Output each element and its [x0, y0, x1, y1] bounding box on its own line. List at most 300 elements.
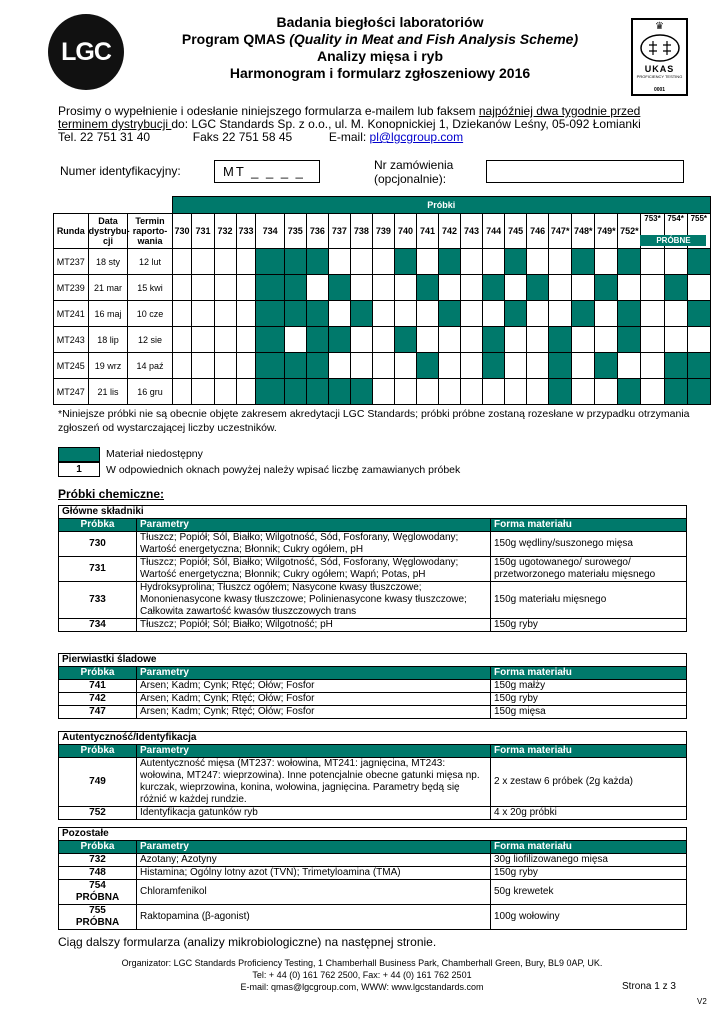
chem-section-table	[58, 731, 687, 820]
sample-code: 731	[89, 563, 106, 574]
cell-order-input[interactable]	[372, 249, 394, 275]
cell-order-input[interactable]	[350, 275, 372, 301]
sample-code: 747	[89, 706, 106, 717]
cell-order-input[interactable]	[461, 249, 483, 275]
legend-qty-text: W odpowiednich oknach powyżej należy wpisać liczbę zamawianych próbek	[106, 464, 461, 476]
sample-col-746: 746	[527, 214, 549, 249]
cell-order-input[interactable]	[527, 327, 549, 353]
cell-order-input[interactable]	[505, 327, 527, 353]
probki-header: Próbki	[172, 197, 710, 214]
cell-order-input[interactable]	[172, 379, 192, 405]
chem-col-params: Parametry	[137, 519, 491, 532]
cell-unavailable	[284, 379, 306, 405]
cell-order-input[interactable]	[664, 249, 687, 275]
chem-section-title-row	[59, 732, 687, 745]
cell-order-input[interactable]	[664, 327, 687, 353]
chem-header-row	[59, 745, 687, 758]
cell-unavailable	[687, 379, 710, 405]
cell-unavailable	[256, 249, 284, 275]
cell-order-input[interactable]	[595, 249, 618, 275]
chem-row	[59, 706, 687, 719]
cell-unavailable	[618, 249, 641, 275]
cell-unavailable	[416, 353, 438, 379]
chem-section-title: Główne składniki	[59, 506, 687, 519]
cell-order-input[interactable]	[641, 249, 664, 275]
schedule-row	[54, 249, 711, 275]
intro-email-link[interactable]: pl@lgcgroup.com	[369, 130, 464, 144]
sample-code: 741	[89, 680, 106, 691]
legend-qty-example: 1	[58, 462, 100, 477]
sample-code: 742	[89, 693, 106, 704]
col-termin: Termin raporto-wania	[128, 214, 172, 249]
cell-order-input[interactable]	[505, 275, 527, 301]
cell-order-input[interactable]	[439, 275, 461, 301]
cell-unavailable	[394, 249, 416, 275]
schedule-row	[54, 327, 711, 353]
cell-order-input[interactable]	[172, 249, 192, 275]
chem-material-form: 150g mięsa	[491, 706, 687, 719]
lgc-logo: LGC	[48, 14, 124, 90]
chem-sample-code	[59, 905, 137, 930]
sample-col-752: 752*	[618, 214, 641, 249]
page-number: Strona 1 z 3	[622, 981, 676, 992]
cell-order-input[interactable]	[236, 353, 256, 379]
cell-unavailable	[595, 353, 618, 379]
sample-col-731: 731	[192, 214, 214, 249]
cell-order-input[interactable]	[483, 379, 505, 405]
cell-unavailable	[618, 379, 641, 405]
chem-col-form: Forma materiału	[491, 519, 687, 532]
cell-order-input[interactable]	[394, 275, 416, 301]
cell-order-input[interactable]	[192, 249, 214, 275]
sample-col-744: 744	[483, 214, 505, 249]
cell-order-input[interactable]	[572, 379, 595, 405]
schedule-row	[54, 353, 711, 379]
sample-code: 734	[89, 619, 106, 630]
cell-order-input[interactable]	[192, 379, 214, 405]
chem-material-form: 4 x 20g próbki	[491, 807, 687, 820]
cell-order-input[interactable]	[505, 379, 527, 405]
cell-order-input[interactable]	[416, 379, 438, 405]
chem-parameters: Arsen; Kadm; Cynk; Rtęć; Ołów; Fosfor	[137, 706, 491, 719]
chem-parameters: Tłuszcz; Popiół; Sól, Białko; Wilgotność, Sód, Fosforany, Węglowodany; Wartość energetyczna; Błonnik; Cukry ogółem; Wapń; Potas, pH	[137, 557, 491, 582]
chem-parameters: Raktopamina (β-agonist)	[137, 905, 491, 930]
row-report-deadline: 16 gru	[128, 379, 172, 405]
chem-row	[59, 693, 687, 706]
cell-order-input[interactable]	[328, 301, 350, 327]
footnote: *Niniejsze próbki nie są obecnie objęte zakresem akredytacji LGC Standards; próbki próbne zostaną rozesłane w przypadku otrzymania zgłoszeń od wystarczającej liczby uczestników.	[58, 408, 690, 434]
sample-col-732: 732	[214, 214, 236, 249]
chem-sample-code	[59, 619, 137, 632]
cell-order-input[interactable]	[549, 275, 572, 301]
chem-col-form: Forma materiału	[491, 841, 687, 854]
chem-parameters: Hydroksyprolina; Tłuszcz ogółem; Nasycone kwasy tłuszczowe; Mononienasycone kwasy tłuszczowe; Polinienasycone kwasy tłuszczowe; Całkowita zawartość kwasów tłuszczowych trans	[137, 582, 491, 619]
continue-text: Ciąg dalszy formularza (analizy mikrobiologiczne) na następnej stronie.	[58, 935, 437, 949]
chem-material-form: 100g wołowiny	[491, 905, 687, 930]
chem-parameters: Histamina; Ogólny lotny azot (TVN); Trimetyloamina (TMA)	[137, 867, 491, 880]
sample-code: 752	[89, 807, 106, 818]
chem-sample-code	[59, 854, 137, 867]
cell-unavailable	[394, 327, 416, 353]
crown-icon: ♛	[655, 21, 664, 32]
cell-unavailable	[572, 301, 595, 327]
chem-parameters: Arsen; Kadm; Cynk; Rtęć; Ołów; Fosfor	[137, 680, 491, 693]
row-runda: MT239	[54, 275, 89, 301]
cell-order-input[interactable]	[416, 327, 438, 353]
intro-deadline-b: terminem dystrybucji	[58, 117, 172, 131]
cell-order-input[interactable]	[350, 327, 372, 353]
cell-unavailable	[505, 249, 527, 275]
cell-order-input[interactable]	[483, 301, 505, 327]
chem-section-title-row	[59, 654, 687, 667]
title-line-4: Harmonogram i formularz zgłoszeniowy 2016	[229, 65, 531, 81]
sample-code: 730	[89, 538, 106, 549]
chem-sample-code	[59, 867, 137, 880]
cell-order-input[interactable]	[284, 327, 306, 353]
cell-unavailable	[664, 353, 687, 379]
cell-order-input[interactable]	[595, 301, 618, 327]
order-label-2: (opcjonalnie):	[374, 172, 447, 186]
cell-unavailable	[328, 275, 350, 301]
chem-row	[59, 867, 687, 880]
cell-order-input[interactable]	[641, 301, 664, 327]
chem-material-form: 150g małży	[491, 680, 687, 693]
cell-order-input[interactable]	[394, 353, 416, 379]
cell-order-input[interactable]	[505, 353, 527, 379]
cell-order-input[interactable]	[236, 327, 256, 353]
cell-unavailable	[618, 327, 641, 353]
row-report-deadline: 10 cze	[128, 301, 172, 327]
chem-section-table	[58, 827, 687, 930]
chem-sample-code	[59, 557, 137, 582]
cell-unavailable	[328, 379, 350, 405]
cell-order-input[interactable]	[214, 379, 236, 405]
cell-order-input[interactable]	[172, 353, 192, 379]
chem-col-sample: Próbka	[59, 519, 137, 532]
sample-col-738: 738	[350, 214, 372, 249]
chem-sample-code	[59, 706, 137, 719]
cell-order-input[interactable]	[306, 275, 328, 301]
cell-order-input[interactable]	[328, 353, 350, 379]
chem-col-sample: Próbka	[59, 745, 137, 758]
schedule-row	[54, 275, 711, 301]
chem-section-title-row	[59, 828, 687, 841]
cell-order-input[interactable]	[461, 301, 483, 327]
chem-section-title: Pierwiastki śladowe	[59, 654, 687, 667]
cell-unavailable	[687, 353, 710, 379]
cell-order-input[interactable]	[439, 379, 461, 405]
schedule-table	[53, 196, 711, 405]
sample-col-739: 739	[372, 214, 394, 249]
chem-material-form: 2 x zestaw 6 próbek (2g każda)	[491, 758, 687, 807]
cell-order-input[interactable]	[192, 275, 214, 301]
chem-row	[59, 532, 687, 557]
cell-order-input[interactable]	[372, 275, 394, 301]
cell-order-input[interactable]	[527, 301, 549, 327]
cell-order-input[interactable]	[572, 327, 595, 353]
cell-order-input[interactable]	[595, 379, 618, 405]
cell-order-input[interactable]	[687, 275, 710, 301]
sample-col-label: 755*	[690, 214, 708, 223]
cell-order-input[interactable]	[595, 327, 618, 353]
cell-order-input[interactable]	[416, 249, 438, 275]
cell-unavailable	[687, 249, 710, 275]
chem-material-form: 150g materiału mięsnego	[491, 582, 687, 619]
cell-unavailable	[256, 301, 284, 327]
chem-sample-code	[59, 532, 137, 557]
chem-row	[59, 619, 687, 632]
cell-order-input[interactable]	[572, 275, 595, 301]
chem-sample-code	[59, 680, 137, 693]
chem-material-form: 150g wędliny/suszonego mięsa	[491, 532, 687, 557]
id-number-field[interactable]: MT _ _ _ _	[214, 160, 320, 183]
cell-order-input[interactable]	[483, 249, 505, 275]
cell-order-input[interactable]	[192, 327, 214, 353]
sample-col-736: 736	[306, 214, 328, 249]
cell-order-input[interactable]	[214, 327, 236, 353]
cell-order-input[interactable]	[172, 327, 192, 353]
page-title	[140, 14, 620, 82]
cell-order-input[interactable]	[372, 353, 394, 379]
row-distribution-date: 21 mar	[88, 275, 128, 301]
sample-code: 749	[89, 776, 106, 787]
cell-unavailable	[284, 249, 306, 275]
chem-sample-code	[59, 758, 137, 807]
cell-unavailable	[483, 327, 505, 353]
chem-parameters: Autentyczność mięsa (MT237: wołowina, MT241: jagnięcina, MT243: wołowina, MT247: wieprzowina). Inne potencjalnie obecne gatunki mięsa np. kurczak, wieprzowina, konina, wołowina, jagnięcina. Parametry będą się różnić w każdej rundzie.	[137, 758, 491, 807]
cell-unavailable	[483, 353, 505, 379]
cell-order-input[interactable]	[641, 353, 664, 379]
sample-code: 732	[89, 854, 106, 865]
cell-order-input[interactable]	[236, 301, 256, 327]
cell-unavailable	[664, 379, 687, 405]
row-runda: MT245	[54, 353, 89, 379]
cell-order-input[interactable]	[687, 327, 710, 353]
chem-material-form: 50g krewetek	[491, 880, 687, 905]
row-distribution-date: 19 wrz	[88, 353, 128, 379]
chem-col-params: Parametry	[137, 745, 491, 758]
cell-order-input[interactable]	[641, 327, 664, 353]
cell-unavailable	[439, 249, 461, 275]
sample-code: 754	[89, 880, 106, 891]
schedule-row	[54, 301, 711, 327]
row-runda: MT237	[54, 249, 89, 275]
cell-order-input[interactable]	[572, 353, 595, 379]
intro-text	[58, 105, 678, 144]
cell-order-input[interactable]	[214, 301, 236, 327]
row-report-deadline: 15 kwi	[128, 275, 172, 301]
sample-col-742: 742	[439, 214, 461, 249]
cell-order-input[interactable]	[527, 353, 549, 379]
cell-unavailable	[306, 327, 328, 353]
chem-row	[59, 905, 687, 930]
cell-order-input[interactable]	[372, 327, 394, 353]
cell-unavailable	[256, 379, 284, 405]
cell-unavailable	[549, 379, 572, 405]
cell-unavailable	[618, 301, 641, 327]
cell-unavailable	[256, 275, 284, 301]
cell-order-input[interactable]	[394, 301, 416, 327]
chem-header-row	[59, 841, 687, 854]
cell-unavailable	[595, 275, 618, 301]
chem-col-form: Forma materiału	[491, 667, 687, 680]
cell-order-input[interactable]	[236, 249, 256, 275]
cell-order-input[interactable]	[527, 379, 549, 405]
chem-row	[59, 582, 687, 619]
cell-order-input[interactable]	[664, 301, 687, 327]
cell-order-input[interactable]	[641, 379, 664, 405]
row-runda: MT247	[54, 379, 89, 405]
sample-col-740: 740	[394, 214, 416, 249]
legend-unavailable-swatch	[58, 447, 100, 462]
chem-row	[59, 854, 687, 867]
cell-order-input[interactable]	[350, 353, 372, 379]
cell-order-input[interactable]	[416, 301, 438, 327]
cell-order-input[interactable]	[172, 275, 192, 301]
sample-col-748: 748*	[572, 214, 595, 249]
chem-col-params: Parametry	[137, 667, 491, 680]
cell-order-input[interactable]	[214, 353, 236, 379]
chem-col-params: Parametry	[137, 841, 491, 854]
title-program: Program QMAS	[181, 31, 290, 47]
chem-parameters: Arsen; Kadm; Cynk; Rtęć; Ołów; Fosfor	[137, 693, 491, 706]
cell-order-input[interactable]	[350, 249, 372, 275]
sample-col-730: 730	[172, 214, 192, 249]
ukas-number: 0001	[653, 87, 666, 93]
chem-section-table	[58, 505, 687, 632]
intro-address: do: LGC Standards Sp. z o.o., ul. M. Konopnickiej 1, Dziekanów Leśny, 05-092 Łomianki	[171, 117, 641, 131]
sample-col-733: 733	[236, 214, 256, 249]
order-number-field[interactable]	[486, 160, 684, 183]
row-distribution-date: 18 lip	[88, 327, 128, 353]
cell-order-input[interactable]	[328, 249, 350, 275]
row-distribution-date: 16 maj	[88, 301, 128, 327]
row-distribution-date: 21 lis	[88, 379, 128, 405]
legend-unavailable-text: Materiał niedostępny	[106, 448, 203, 460]
cell-order-input[interactable]	[461, 275, 483, 301]
cell-unavailable	[439, 301, 461, 327]
cell-unavailable	[328, 327, 350, 353]
chem-parameters: Tłuszcz; Popiół; Sól, Białko; Wilgotność, Sód, Fosforany, Węglowodany; Wartość energetyczna; Błonnik; Cukry ogółem, pH	[137, 532, 491, 557]
chem-samples-title: Próbki chemiczne:	[58, 487, 165, 501]
intro-fax: Faks 22 751 58 45	[192, 130, 293, 144]
intro-tel: Tel. 22 751 31 40	[58, 130, 151, 144]
cell-order-input[interactable]	[172, 301, 192, 327]
row-runda: MT243	[54, 327, 89, 353]
sample-trial-label: PRÓBNA	[75, 917, 120, 928]
chem-row	[59, 807, 687, 820]
sample-col-747: 747*	[549, 214, 572, 249]
chem-sample-code	[59, 693, 137, 706]
title-line-2	[140, 31, 620, 48]
chem-col-sample: Próbka	[59, 667, 137, 680]
chem-material-form: 30g liofilizowanego mięsa	[491, 854, 687, 867]
cell-unavailable	[549, 327, 572, 353]
sample-col-label: 753*	[644, 214, 661, 223]
cell-order-input[interactable]	[192, 301, 214, 327]
cell-unavailable	[687, 301, 710, 327]
cell-unavailable	[256, 327, 284, 353]
chem-parameters: Chloramfenikol	[137, 880, 491, 905]
cell-unavailable	[350, 379, 372, 405]
cell-unavailable	[505, 301, 527, 327]
cell-order-input[interactable]	[372, 301, 394, 327]
cell-order-input[interactable]	[372, 379, 394, 405]
sample-code: 748	[89, 867, 106, 878]
cell-order-input[interactable]	[641, 275, 664, 301]
cell-unavailable	[350, 301, 372, 327]
cell-order-input[interactable]	[236, 379, 256, 405]
col-data: Data dystrybu-cji	[88, 214, 128, 249]
cell-order-input[interactable]	[527, 249, 549, 275]
intro-deadline-a: najpóźniej dwa tygodnie przed	[478, 104, 641, 118]
col-runda: Runda	[54, 214, 89, 249]
cell-order-input[interactable]	[236, 275, 256, 301]
cell-order-input[interactable]	[549, 249, 572, 275]
row-report-deadline: 12 lut	[128, 249, 172, 275]
chem-col-form: Forma materiału	[491, 745, 687, 758]
cell-order-input[interactable]	[461, 327, 483, 353]
chem-parameters: Tłuszcz; Popiół; Sól; Białko; Wilgotność; pH	[137, 619, 491, 632]
sample-code: 755	[89, 905, 106, 916]
probne-label: PRÓBNE	[640, 235, 706, 246]
sample-col-749: 749*	[595, 214, 618, 249]
cell-order-input[interactable]	[461, 379, 483, 405]
cell-order-input[interactable]	[439, 353, 461, 379]
cell-unavailable	[306, 249, 328, 275]
order-label-1: Nr zamówienia	[374, 158, 454, 172]
sample-col-737: 737	[328, 214, 350, 249]
cell-order-input[interactable]	[461, 353, 483, 379]
row-runda: MT241	[54, 301, 89, 327]
cell-unavailable	[284, 275, 306, 301]
row-report-deadline: 12 sie	[128, 327, 172, 353]
chem-section-table	[58, 653, 687, 719]
cell-unavailable	[527, 275, 549, 301]
row-distribution-date: 18 sty	[88, 249, 128, 275]
title-line-3: Analizy mięsa i ryb	[316, 48, 444, 64]
title-scheme: (Quality in Meat and Fish Analysis Scheme)	[289, 31, 579, 47]
chem-material-form: 150g ryby	[491, 693, 687, 706]
title-line-1: Badania biegłości laboratoriów	[276, 14, 484, 30]
intro-line-3	[58, 131, 678, 144]
cell-order-input[interactable]	[439, 327, 461, 353]
cell-order-input[interactable]	[192, 353, 214, 379]
cell-order-input[interactable]	[549, 301, 572, 327]
chem-sample-code	[59, 880, 137, 905]
cell-unavailable	[256, 353, 284, 379]
footer	[60, 957, 664, 993]
cell-order-input[interactable]	[214, 249, 236, 275]
version: V2	[697, 997, 707, 1006]
footer-line-2: Tel: + 44 (0) 161 762 2500, Fax: + 44 (0) 161 762 2501	[252, 970, 472, 980]
cell-unavailable	[306, 301, 328, 327]
cell-order-input[interactable]	[214, 275, 236, 301]
cell-unavailable	[306, 353, 328, 379]
cell-order-input[interactable]	[618, 275, 641, 301]
chem-material-form: 150g ryby	[491, 619, 687, 632]
id-number-label: Numer identyfikacyjny:	[60, 164, 181, 178]
chem-header-row	[59, 667, 687, 680]
cell-order-input[interactable]	[394, 379, 416, 405]
chem-col-sample: Próbka	[59, 841, 137, 854]
cell-order-input[interactable]	[618, 353, 641, 379]
ukas-subtitle: PROFICIENCY TESTING	[636, 74, 683, 79]
chem-section-title: Pozostałe	[59, 828, 687, 841]
intro-email-label: E-mail:	[328, 130, 370, 144]
sample-col-741: 741	[416, 214, 438, 249]
cell-unavailable	[284, 301, 306, 327]
